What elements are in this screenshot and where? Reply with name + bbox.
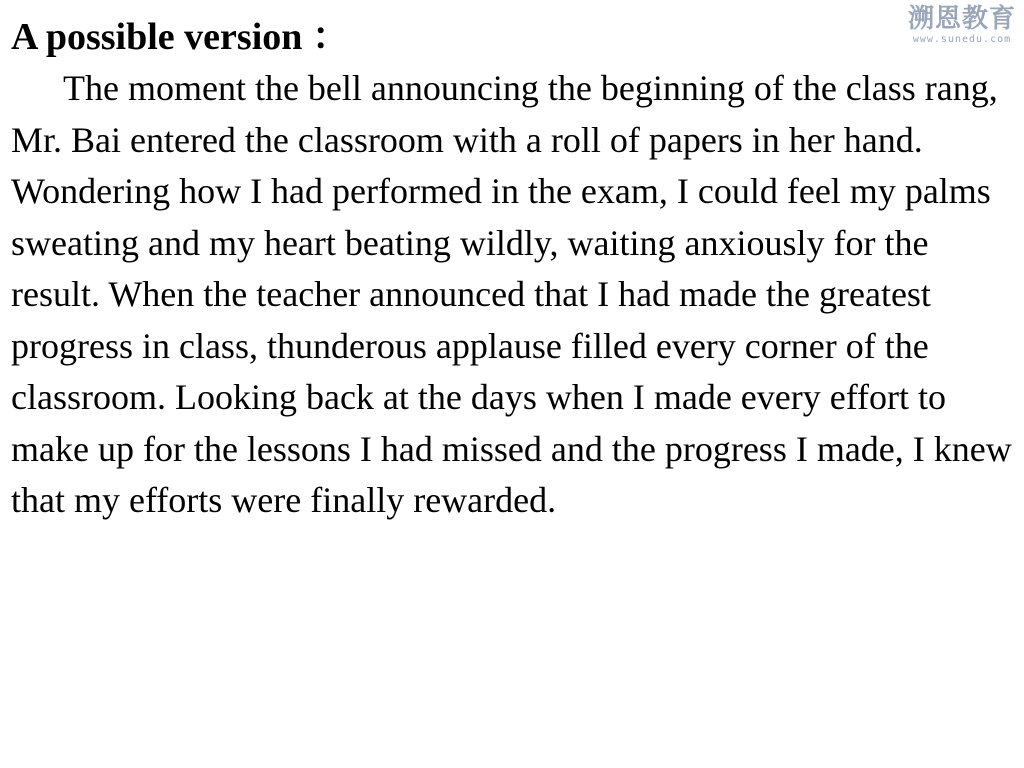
logo-name: 溯恩教育 (907, 4, 1016, 34)
logo-url: www.sunedu.com (912, 34, 1012, 45)
slide-title: A possible version ： (11, 16, 350, 58)
brand-logo (904, 4, 1020, 48)
essay-paragraph: The moment the bell announcing the beginning of the class rang, Mr. Bai entered the classroom with a roll of papers in her hand. Wondering how I had performed in the exam, I could feel my palms sweating and my heart beating wildly, waiting anxiously for the result. When the teacher announced that I had made the greatest progress in class, thunderous applause filled every corner of the classroom. Looking back at the days when I made every effort to make up for the lessons I had missed and the progress I made, I knew that my efforts were finally rewarded. (11, 68, 1012, 520)
